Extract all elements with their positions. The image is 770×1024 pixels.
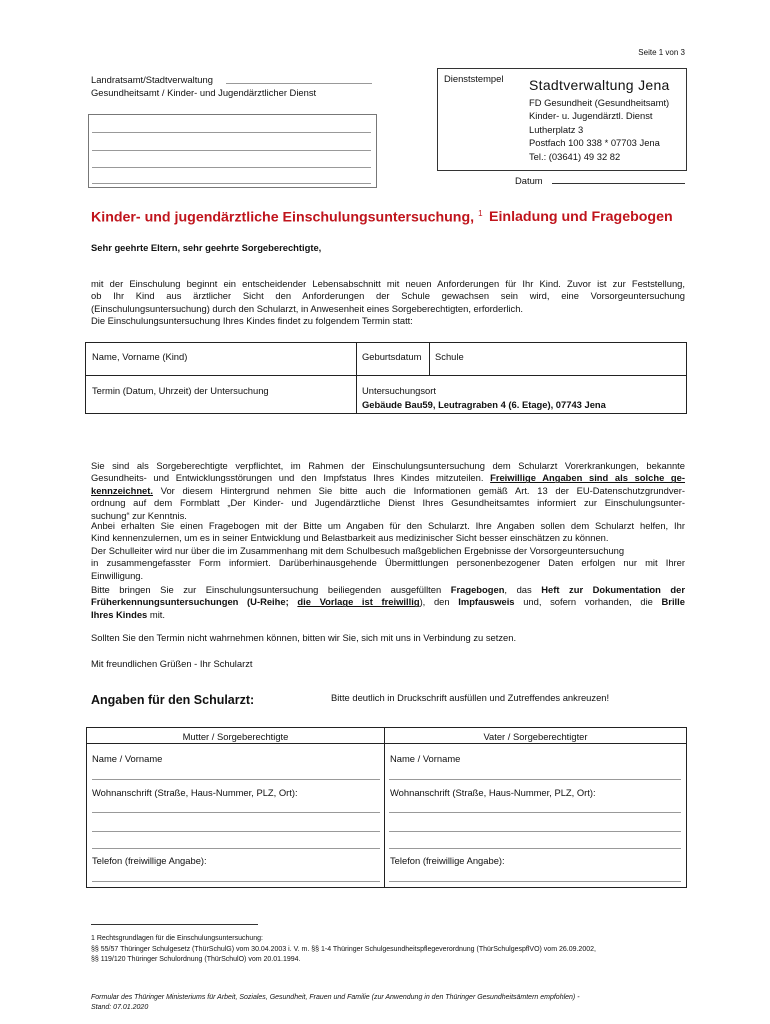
page-indicator: Seite 1 von 3 (638, 48, 685, 57)
bring-items-paragraph: Bitte bringen Sie zur Einschulungsuntersuchung beiliegenden ausgefüllten Fragebogen, das Heft zur Dokumentation der Früherkennungsuntersuchungen (U-Reihe; die Vorlage ist freiwillig), den Impfausweis und, sofern vorhanden, die Brille Ihres Kindes mit. (91, 584, 686, 620)
address-box[interactable] (88, 114, 377, 188)
contact-paragraph: Sollten Sie den Termin nicht wahrnehmen können, bitten wir Sie, sich mit uns in Verbindung zu setzen. (91, 632, 517, 643)
page-subtitle: Einladung und Fragebogen (489, 209, 673, 225)
intro-line: (Einschulungsuntersuchung) durch den Schularzt, in Anwesenheit eines Sorgeberechtigten, erforderlich. (91, 302, 524, 314)
mother-address-field[interactable] (92, 848, 380, 849)
footnote: 1 Rechtsgrundlagen für die Einschulungsuntersuchung: §§ 55/57 Thüringer Schulgesetz (ThürSchulG) vom 30.04.2003 i. V. m. §§ 1-4 Thüringer Schulgesundheitspflegeverordnung (ThürSchulgespflVO) vom 26.09.2002, §§ 119/120 Thüringer Schulordnung (ThürSchulO) vom 20.01.1994. (91, 935, 596, 964)
appointment-time-label: Termin (Datum, Uhrzeit) der Untersuchung (92, 385, 269, 396)
date-field[interactable] (552, 183, 685, 184)
exam-location-value: Gebäude Bau59, Leutragraben 4 (6. Etage), 07743 Jena (362, 399, 606, 410)
father-address-field[interactable] (389, 848, 681, 849)
obligation-paragraph: Sie sind als Sorgeberechtigte verpflichtet, im Rahmen der Einschulungsuntersuchung dem Schularzt Vorerkrankungen, bekannte Gesundheits- und Entwicklungsstörungen und den Impfstatus Ihres Kindes mitzuteilen. Freiwillige Angaben sind als solche ge- kennzeichnet. Vor diesem Hintergrund nehmen Sie bitte auch die Informationen gemäß Art. 13 der EU-Datenschutzgrundver- ordnung auf dem Formblatt „Der Kinder- und Jugendärztliche Dienst Ihres Gesundheitsamtes informiert zur Einschulungsunter- suchung“ zur Kenntnis. (91, 460, 685, 521)
stamp-line: Kinder- u. Jugendärztl. Dienst (529, 110, 653, 122)
stamp-line: Postfach 100 338 * 07703 Jena (529, 137, 660, 149)
father-address-label: Wohnanschrift (Straße, Haus-Nummer, PLZ, Ort): (390, 787, 596, 798)
mother-address-label: Wohnanschrift (Straße, Haus-Nummer, PLZ, Ort): (92, 787, 298, 798)
closing: Mit freundlichen Grüßen - Ihr Schularzt (91, 658, 253, 669)
exam-location-label: Untersuchungsort (362, 385, 436, 396)
mother-name-field[interactable] (92, 779, 380, 780)
footnote-ref: 1 (478, 209, 483, 218)
mother-name-label: Name / Vorname (92, 753, 163, 764)
title-main: Kinder- und jugendärztliche Einschulungsuntersuchung, (91, 209, 475, 226)
parents-table (86, 727, 687, 888)
page-title (91, 209, 483, 226)
father-address-field[interactable] (389, 812, 681, 813)
stamp-line: FD Gesundheit (Gesundheitsamt) (529, 97, 670, 108)
stamp-label: Dienststempel (444, 73, 504, 84)
stamp-box (437, 68, 687, 171)
child-name-label: Name, Vorname (Kind) (92, 351, 188, 362)
footnote-divider (91, 924, 258, 925)
intro-line: ob Ihr Kind aus ärztlicher Sicht den Anforderungen der Schule gewachsen sein wird, eine Vorsorgeuntersuchung (91, 290, 685, 302)
stamp-line: Tel.: (03641) 49 32 82 (529, 150, 621, 162)
stamp-org: Stadtverwaltung Jena (529, 77, 670, 93)
sender-line-2: Gesundheitsamt / Kinder- und Jugendärztlicher Dienst (91, 87, 317, 98)
mother-address-field[interactable] (92, 831, 380, 832)
mother-address-field[interactable] (92, 812, 380, 813)
stamp-line: Lutherplatz 3 (529, 123, 584, 135)
section-title: Angaben für den Schularzt: (91, 693, 255, 707)
father-address-field[interactable] (389, 831, 681, 832)
appointment-table (85, 342, 687, 414)
form-footer: Formular des Thüringer Ministeriums für Arbeit, Soziales, Gesundheit, Frauen und Familie (zur Anwendung in den Thüringer Gesundheitsämtern empfohlen) - Stand: 07.01.2020 (91, 994, 580, 1012)
sender-line-1: Landratsamt/Stadtverwaltung (91, 74, 213, 85)
father-phone-label: Telefon (freiwillige Angabe): (390, 855, 505, 866)
father-header: Vater / Sorgeberechtigter (483, 731, 588, 742)
intro-line: Die Einschulungsuntersuchung Ihres Kindes findet zu folgendem Termin statt: (91, 315, 413, 327)
intro-paragraph (91, 278, 685, 328)
mother-phone-field[interactable] (92, 881, 380, 882)
date-label: Datum (515, 175, 543, 186)
mother-header: Mutter / Sorgeberechtigte (182, 731, 289, 742)
questionnaire-paragraph: Anbei erhalten Sie einen Fragebogen mit der Bitte um Angaben für den Schularzt. Ihre Angaben sollen dem Schularzt helfen, Ihr Kind kennenzulernen, um es in seiner Entwicklung und Belastbarkeit aus medizinischer Sicht besser einschätzen zu können. Der Schulleiter wird nur über die im Zusammenhang mit dem Schulbesuch maßgeblichen Ergebnisse der Vorsorgeuntersuchung in zusammengefasster Form informiert. Darüberhinausgehende Übermittlungen personenbezogener Daten erfolgen nur mit Ihrer Einwilligung. (91, 520, 685, 581)
school-label: Schule (435, 351, 464, 362)
section-instruction: Bitte deutlich in Druckschrift ausfüllen und Zutreffendes ankreuzen! (331, 692, 610, 703)
mother-phone-label: Telefon (freiwillige Angabe): (92, 855, 207, 866)
intro-line: mit der Einschulung beginnt ein entscheidender Lebensabschnitt mit neuen Anforderungen für Ihr Kind. Zuvor ist zur Feststellung, (91, 278, 685, 289)
father-name-field[interactable] (389, 779, 681, 780)
father-phone-field[interactable] (389, 881, 681, 882)
father-name-label: Name / Vorname (390, 753, 461, 764)
salutation: Sehr geehrte Eltern, sehr geehrte Sorgeberechtigte, (91, 242, 322, 253)
birthdate-label: Geburtsdatum (362, 351, 422, 362)
